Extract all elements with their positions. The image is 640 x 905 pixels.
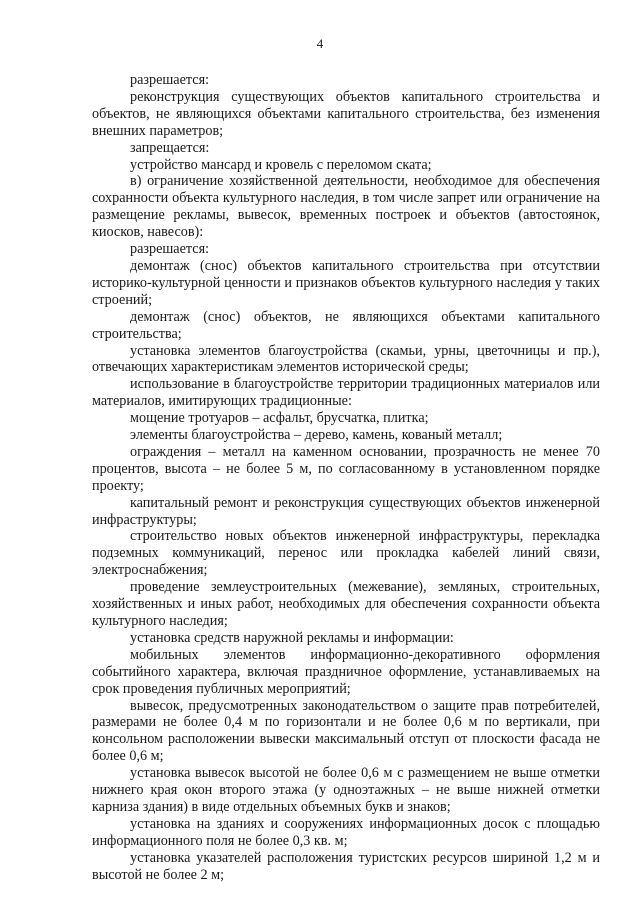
paragraph: установка указателей расположения туристских ресурсов шириной 1,2 м и высотой не более 2 м; bbox=[92, 849, 600, 883]
paragraph: строительство новых объектов инженерной инфраструктуры, перекладка подземных коммуникаций, перенос или прокладка кабелей линий связи, электроснабжения; bbox=[92, 528, 600, 579]
paragraph: проведение землеустроительных (межевание), земляных, строительных, хозяйственных и иных работ, необходимых для обеспечения сохранности объекта культурного наследия; bbox=[92, 579, 600, 629]
paragraph: в) ограничение хозяйственной деятельности, необходимое для обеспечения сохранности объекта культурного наследия, в том числе запрет или ограничение на размещение рекламы, вывесок, временных построек и объектов (автостоянок, киосков, навесов): bbox=[92, 173, 600, 241]
paragraph: демонтаж (снос) объектов, не являющихся объектами капитального строительства; bbox=[92, 308, 600, 342]
paragraph: капитальный ремонт и реконструкция существующих объектов инженерной инфраструктуры; bbox=[92, 494, 600, 528]
paragraph: элементы благоустройства – дерево, камень, кованый металл; bbox=[130, 427, 503, 444]
paragraph: разрешается: bbox=[130, 72, 210, 88]
paragraph: мощение тротуаров – асфальт, брусчатка, плитка; bbox=[130, 410, 429, 427]
paragraph: установка средств наружной рекламы и информации: bbox=[130, 629, 454, 646]
paragraph: установка элементов благоустройства (скамьи, урны, цветочницы и пр.), отвечающих характеристикам элементов исторической среды; bbox=[92, 342, 600, 376]
paragraph: ограждения – металл на каменном основании, прозрачность не менее 70 процентов, высота – не более 5 м, по согласованному в установленном порядке проекту; bbox=[92, 443, 600, 494]
paragraph: мобильных элементов информационно-декоративного оформления событийного характера, включая праздничное оформление, устанавливаемых на срок проведения публичных мероприятий; bbox=[92, 646, 600, 697]
paragraph: использование в благоустройстве территории традиционных материалов или материалов, имитирующих традиционные: bbox=[92, 376, 600, 410]
paragraph: разрешается: bbox=[130, 241, 210, 258]
paragraph: установка вывесок высотой не более 0,6 м с размещением не выше отметки нижнего края окон второго этажа (у одноэтажных – не выше нижней отметки карниза здания) в виде отдельных объемных букв и знаков; bbox=[92, 765, 600, 815]
paragraph: установка на зданиях и сооружениях информационных досок с площадью информационного поля не более 0,3 кв. м; bbox=[92, 815, 600, 849]
paragraph: демонтаж (снос) объектов капитального строительства при отсутствии историко-культурной ценности и признаков объектов культурного наследия у таких строений; bbox=[92, 257, 600, 308]
paragraph: устройство мансард и кровель с переломом ската; bbox=[130, 156, 432, 173]
paragraph: реконструкция существующих объектов капитального строительства и объектов, не являющихся объектами капитального строительства, без изменения внешних параметров; bbox=[92, 88, 600, 139]
paragraph: запрещается: bbox=[130, 139, 210, 156]
page-number: 4 bbox=[316, 36, 324, 51]
document-body bbox=[92, 72, 600, 884]
paragraph: вывесок, предусмотренных законодательством о защите прав потребителей, размерами не более 0,4 м по горизонтали и не более 0,6 м по вертикали, при консольном расположении вывески максимальный отступ от плоскости фасада не более 0,6 м; bbox=[92, 697, 600, 765]
